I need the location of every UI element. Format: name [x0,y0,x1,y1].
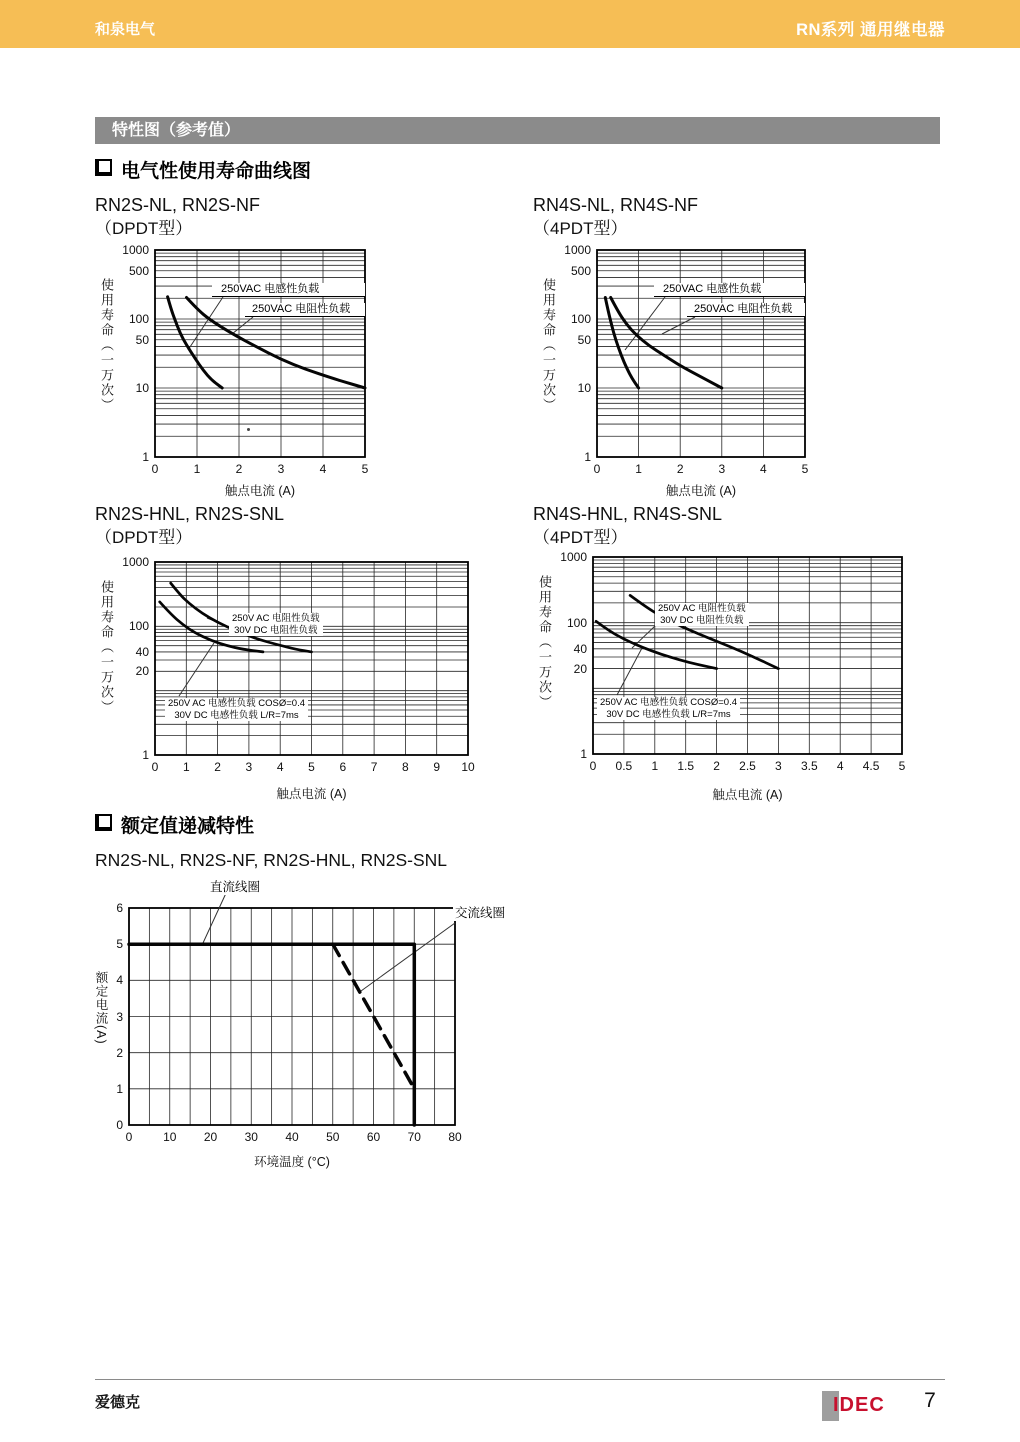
x-tick-label: 5 [308,760,315,774]
chart4-inductive-line2: 30V DC 电感性负载 L/R=7ms [606,708,731,720]
callout-leader-lines [625,297,695,350]
chart-frame [597,250,805,457]
y-tick-label: 100 [128,312,149,326]
chart3-inductive-load-label [165,698,308,721]
chart2-resistive-load-label: 250VAC 电阻性负载 [687,303,805,317]
section-title-bar [95,117,940,144]
y-tick-label: 20 [573,661,587,676]
ink-speck [247,428,250,431]
chart3-x-axis-label: 触点电流 (A) [276,787,347,801]
square-bullet-icon [95,814,112,831]
x-tick-label: 10 [461,760,475,774]
chart-rn4s-nl-life [537,240,827,498]
x-tick-label: 4 [760,462,767,476]
chart4-inductive-load-label [597,697,740,720]
x-tick-label: 3.5 [800,759,818,773]
footer-company: 爱德克 [95,1394,141,1411]
y-tick-label: 1 [142,450,149,464]
callout-leader-lines [203,891,455,991]
x-tick-label: 3 [277,462,285,476]
chart-frame [155,250,365,457]
heading-derating-text: 额定值递减特性 [121,816,255,837]
x-tick-label: 0 [589,759,597,773]
y-tick-label: 40 [135,644,149,659]
y-tick-label: 5 [116,937,123,952]
square-bullet-icon [95,159,112,176]
chart-grid [155,250,365,457]
heading-electrical-life-text: 电气性使用寿命曲线图 [121,161,312,182]
chart3-title-block [95,503,284,549]
y-tick-label: 10 [135,381,149,395]
x-tick-label: 0.5 [615,759,633,773]
chart4-resistive-line1: 250V AC 电阻性负载 [658,603,746,614]
y-tick-label: 50 [135,332,149,347]
idec-logo [822,1391,912,1421]
y-tick-label: 1 [584,450,591,464]
chart1-y-axis-label: 使用寿命（一万次） [99,278,114,413]
chart1-inductive-load-label: 250VAC 电感性负载 [212,283,365,297]
y-tick-label: 100 [128,619,149,634]
callout-leader-lines [617,626,655,695]
x-tick-label: 0 [151,462,159,476]
x-tick-label: 4.5 [862,759,880,773]
series-title: RN系列 通用继电器 [796,21,945,39]
chart-rn4s-hnl-life [533,547,913,809]
chart4-x-axis-label: 触点电流 (A) [712,788,783,802]
x-tick-label: 4 [319,462,327,476]
y-tick-label: 100 [570,312,591,326]
x-tick-label: 0 [151,760,159,774]
x-tick-label: 40 [285,1130,299,1144]
chart3-resistive-load-label [229,613,323,636]
x-tick-label: 5 [361,462,369,476]
footer-rule [95,1379,945,1380]
y-tick-label: 6 [116,901,123,915]
chart3-inductive-line1: 250V AC 电感性负载 COSØ=0.4 [168,698,306,709]
x-tick-label: 50 [326,1130,340,1144]
y-tick-label: 20 [135,664,149,679]
chart2-title: RN4S-NL, RN4S-NF [533,195,699,215]
derating-x-axis-label: 环境温度 (°C) [254,1155,330,1169]
x-tick-label: 1 [635,462,642,476]
x-tick-label: 4 [276,760,284,774]
callout-leader-lines [188,297,253,350]
chart-grid [597,250,805,457]
section-title-text: 特性图（参考值） [112,122,241,139]
x-tick-label: 2 [713,759,720,773]
chart2-title-block [533,194,698,240]
chart4-subtitle: （4PDT型） [533,528,628,547]
x-tick-label: 7 [370,760,378,774]
x-tick-label: 1 [182,760,190,774]
y-tick-label: 1000 [560,550,587,564]
x-tick-label: 30 [244,1130,258,1144]
chart3-resistive-line1: 250V AC 电阻性负载 [232,613,320,624]
chart-rn2s-hnl-life [95,550,475,812]
chart4-resistive-line2: 30V DC 电阻性负载 [660,614,744,626]
chart2-subtitle: （4PDT型） [533,219,628,238]
page-number: 7 [924,1389,936,1412]
y-tick-label: 100 [566,615,587,630]
y-tick-label: 4 [116,973,123,988]
chart3-resistive-line2: 30V DC 电阻性负载 [234,624,318,636]
chart4-resistive-load-label [655,603,749,626]
y-tick-label: 3 [116,1009,123,1024]
chart4-y-axis-label: 使用寿命（一万次） [537,575,552,710]
x-tick-label: 3 [245,760,253,774]
chart2-inductive-load-label: 250VAC 电感性负载 [654,283,805,297]
derating-y-axis-label: 额定电流(A) [94,971,108,1045]
x-tick-label: 70 [407,1130,421,1144]
x-tick-label: 6 [339,760,347,774]
idec-logo-text: IDEC [833,1394,885,1416]
heading-derating [95,811,254,838]
x-tick-label: 5 [898,759,906,773]
curve-series-1 [596,621,717,668]
x-tick-label: 0 [593,462,601,476]
y-tick-label: 500 [570,263,591,278]
x-tick-label: 2 [676,462,684,476]
x-tick-label: 20 [203,1130,218,1144]
y-tick-label: 50 [577,332,591,347]
y-tick-label: 40 [573,641,587,656]
x-tick-label: 0 [125,1130,133,1144]
y-tick-label: 2 [116,1045,123,1060]
y-tick-label: 10 [577,381,591,395]
y-tick-label: 1000 [122,555,149,569]
chart4-title-block [533,503,722,549]
x-tick-label: 5 [801,462,809,476]
chart2-x-axis-label: 触点电流 (A) [665,484,737,498]
chart-grid [129,908,455,1125]
ac-coil-label: 交流线圈 [453,903,507,921]
y-tick-label: 0 [116,1118,123,1132]
chart1-title-block [95,194,260,240]
y-tick-label: 1000 [564,243,591,257]
x-tick-label: 2.5 [739,759,756,773]
chart1-title: RN2S-NL, RN2S-NF [95,195,261,215]
y-tick-label: 1 [580,747,587,761]
chart3-subtitle: （DPDT型） [95,528,193,547]
x-tick-label: 1 [651,759,659,773]
chart3-title: RN2S-HNL, RN2S-SNL [95,504,285,524]
chart1-x-axis-label: 触点电流 (A) [224,484,296,498]
x-tick-label: 2 [235,462,243,476]
y-tick-label: 500 [128,263,149,278]
x-tick-label: 9 [433,760,441,774]
x-tick-label: 1.5 [677,759,695,773]
page-header-bar [0,0,1020,48]
y-tick-label: 1 [142,748,149,762]
curve-series-0 [605,298,638,389]
x-tick-label: 1 [193,462,201,476]
chart2-y-axis-label: 使用寿命（一万次） [541,278,556,413]
brand-name: 和泉电气 [95,21,156,38]
x-tick-label: 10 [163,1130,177,1144]
chart4-title: RN4S-HNL, RN4S-SNL [533,504,723,524]
x-tick-label: 3 [718,462,726,476]
chart4-inductive-line1: 250V AC 电感性负载 COSØ=0.4 [600,697,738,708]
x-tick-label: 80 [448,1130,462,1144]
chart1-subtitle: （DPDT型） [95,219,193,238]
y-tick-label: 1 [116,1081,123,1096]
x-tick-label: 3 [775,759,782,773]
chart1-resistive-load-label: 250VAC 电阻性负载 [245,303,365,317]
x-tick-label: 2 [214,760,221,774]
dc-coil-label: 直流线圈 [208,877,262,895]
derating-models-line: RN2S-NL, RN2S-NF, RN2S-HNL, RN2S-SNL [95,850,448,870]
x-tick-label: 4 [836,759,844,773]
chart-rn2s-nl-life [95,240,385,498]
chart3-inductive-line2: 30V DC 电感性负载 L/R=7ms [174,709,299,721]
heading-electrical-life [95,156,311,183]
y-tick-label: 1000 [122,243,149,257]
chart-grid [155,562,468,755]
x-tick-label: 8 [402,760,409,774]
chart-derating [75,875,525,1175]
chart3-y-axis-label: 使用寿命（一万次） [99,580,114,715]
x-tick-label: 60 [366,1130,381,1144]
